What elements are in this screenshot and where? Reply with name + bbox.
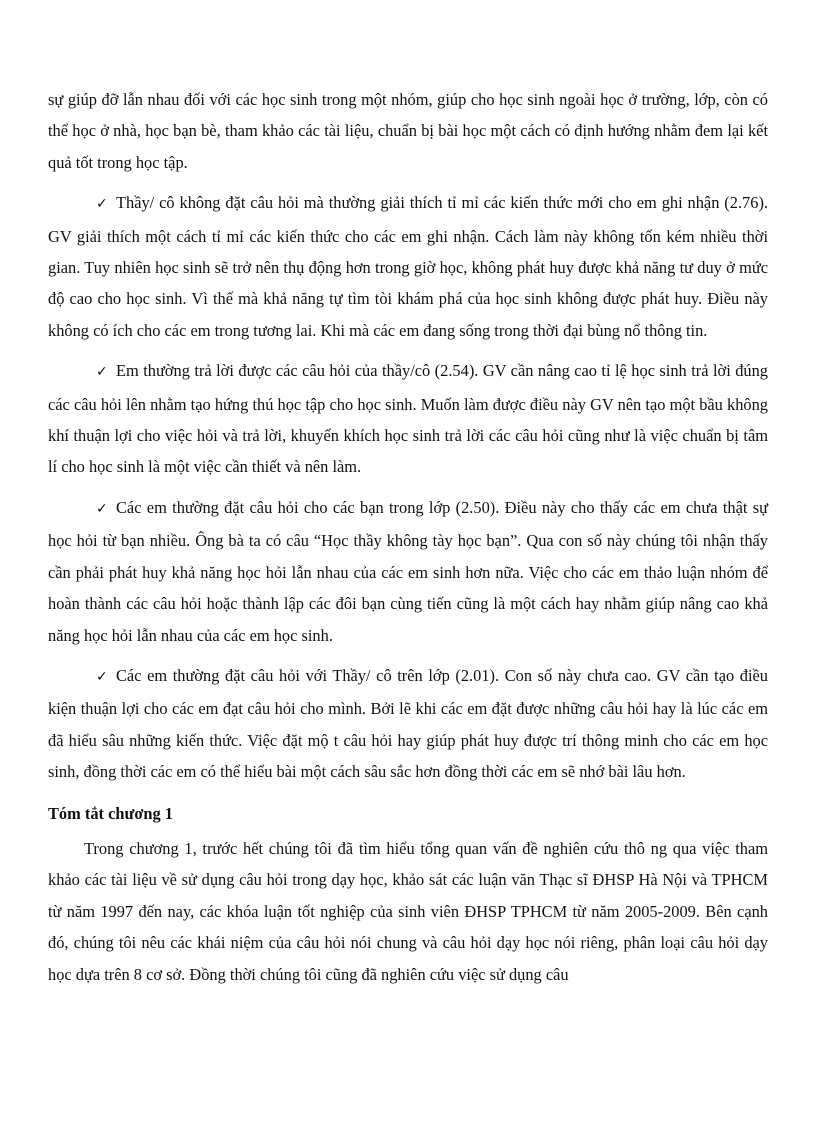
- bullet-item-teacher-questions: [48, 660, 768, 788]
- bullet-text: Các em thường đặt câu hỏi với Thầy/ cô trên lớp (2.01). Con số này chưa cao. GV cần tạo điều kiện thuận lợi cho các em đạt câu hỏi cho mình. Bởi lẽ khi các em đặt được những câu hỏi hay là lúc các em đã hiểu sâu những kiến thức. Việc đặt mộ t câu hỏi hay giúp phát huy được trí thông minh cho các em học sinh, đồng thời các em có thể hiểu bài một cách sâu sắc hơn đồng thời các em sẽ nhớ bài lâu hơn.: [48, 665, 768, 782]
- bullet-text: Em thường trả lời được các câu hỏi của thầy/cô (2.54). GV cần nâng cao tỉ lệ học sinh trả lời đúng các câu hỏi lên nhằm tạo hứng thú học tập cho học sinh. Muốn làm được điều này GV nên tạo một bầu không khí thuận lợi cho việc hỏi và trả lời, khuyến khích học sinh trả lời các câu hỏi cũng như là việc chuẩn bị tâm lí cho học sinh là một việc cần thiết và nên làm.: [48, 361, 768, 477]
- bullet-item-answering: [48, 355, 768, 483]
- checkmark-icon: ✓: [96, 500, 108, 517]
- section-heading: Tóm tắt chương 1: [48, 803, 173, 823]
- checkmark-icon: ✓: [96, 196, 108, 213]
- bullet-text: Các em thường đặt câu hỏi cho các bạn trong lớp (2.50). Điều này cho thấy các em chưa thật sự học hỏi từ bạn nhiều. Ông bà ta có câu “Học thầy không tày học bạn”. Qua con số này chúng tôi nhận thấy cần phải phát huy khả năng học hỏi lẫn nhau của các em sinh hơn nữa. Việc cho các em thảo luận nhóm để hoàn thành các câu hỏi hoặc thành lập các đôi bạn cùng tiến cũng là một cách hay nhằm giúp nâng cao khả năng học hỏi lẫn nhau của các em học sinh.: [48, 497, 768, 645]
- bullet-item-peer-questions: [48, 492, 768, 651]
- checkmark-icon: ✓: [96, 364, 108, 381]
- bullet-item-explanation: [48, 187, 768, 346]
- bullet-text: Thầy/ cô không đặt câu hỏi mà thường giải thích tỉ mỉ các kiến thức mới cho em ghi nhận (2.76). GV giải thích một cách tỉ mỉ các kiến thức cho các em ghi nhận. Cách làm này không tốn kém nhiều thời gian. Tuy nhiên học sinh sẽ trở nên thụ động hơn trong giờ học, không phát huy được khả năng tư duy ở mức độ cao cho học sinh. Vì thế mà khả năng tự tìm tòi khám phá của học sinh không được phát huy. Điều này không có ích cho các em trong tương lai. Khi mà các em đang sống trong thời đại bùng nổ thông tin.: [48, 193, 768, 340]
- paragraph-intro: sự giúp đỡ lẫn nhau đối với các học sinh trong một nhóm, giúp cho học sinh ngoài học ở trường, lớp, còn có thể học ở nhà, học bạn bè, tham khảo các tài liệu, chuẩn bị bài học một cách có định hướng nhằm đem lại kết quả tốt trong học tập.: [48, 90, 768, 172]
- paragraph-summary: Trong chương 1, trước hết chúng tôi đã tìm hiểu tổng quan vấn đề nghiên cứu thô ng qua việc tham khảo các tài liệu về sử dụng câu hỏi trong dạy học, khảo sát các luận văn Thạc sĩ ĐHSP Hà Nội và TPHCM từ năm 1997 đến nay, các khóa luận tốt nghiệp của sinh viên ĐHSP TPHCM từ năm 2005-2009. Bên cạnh đó, chúng tôi nêu các khái niệm của câu hỏi nói chung và câu hỏi dạy học nói riêng, phân loại câu hỏi dạy học dựa trên 8 cơ sở. Đồng thời chúng tôi cũng đã nghiên cứu việc sử dụng câu: [48, 838, 768, 984]
- checkmark-icon: ✓: [96, 668, 108, 685]
- document-page: [48, 84, 768, 990]
